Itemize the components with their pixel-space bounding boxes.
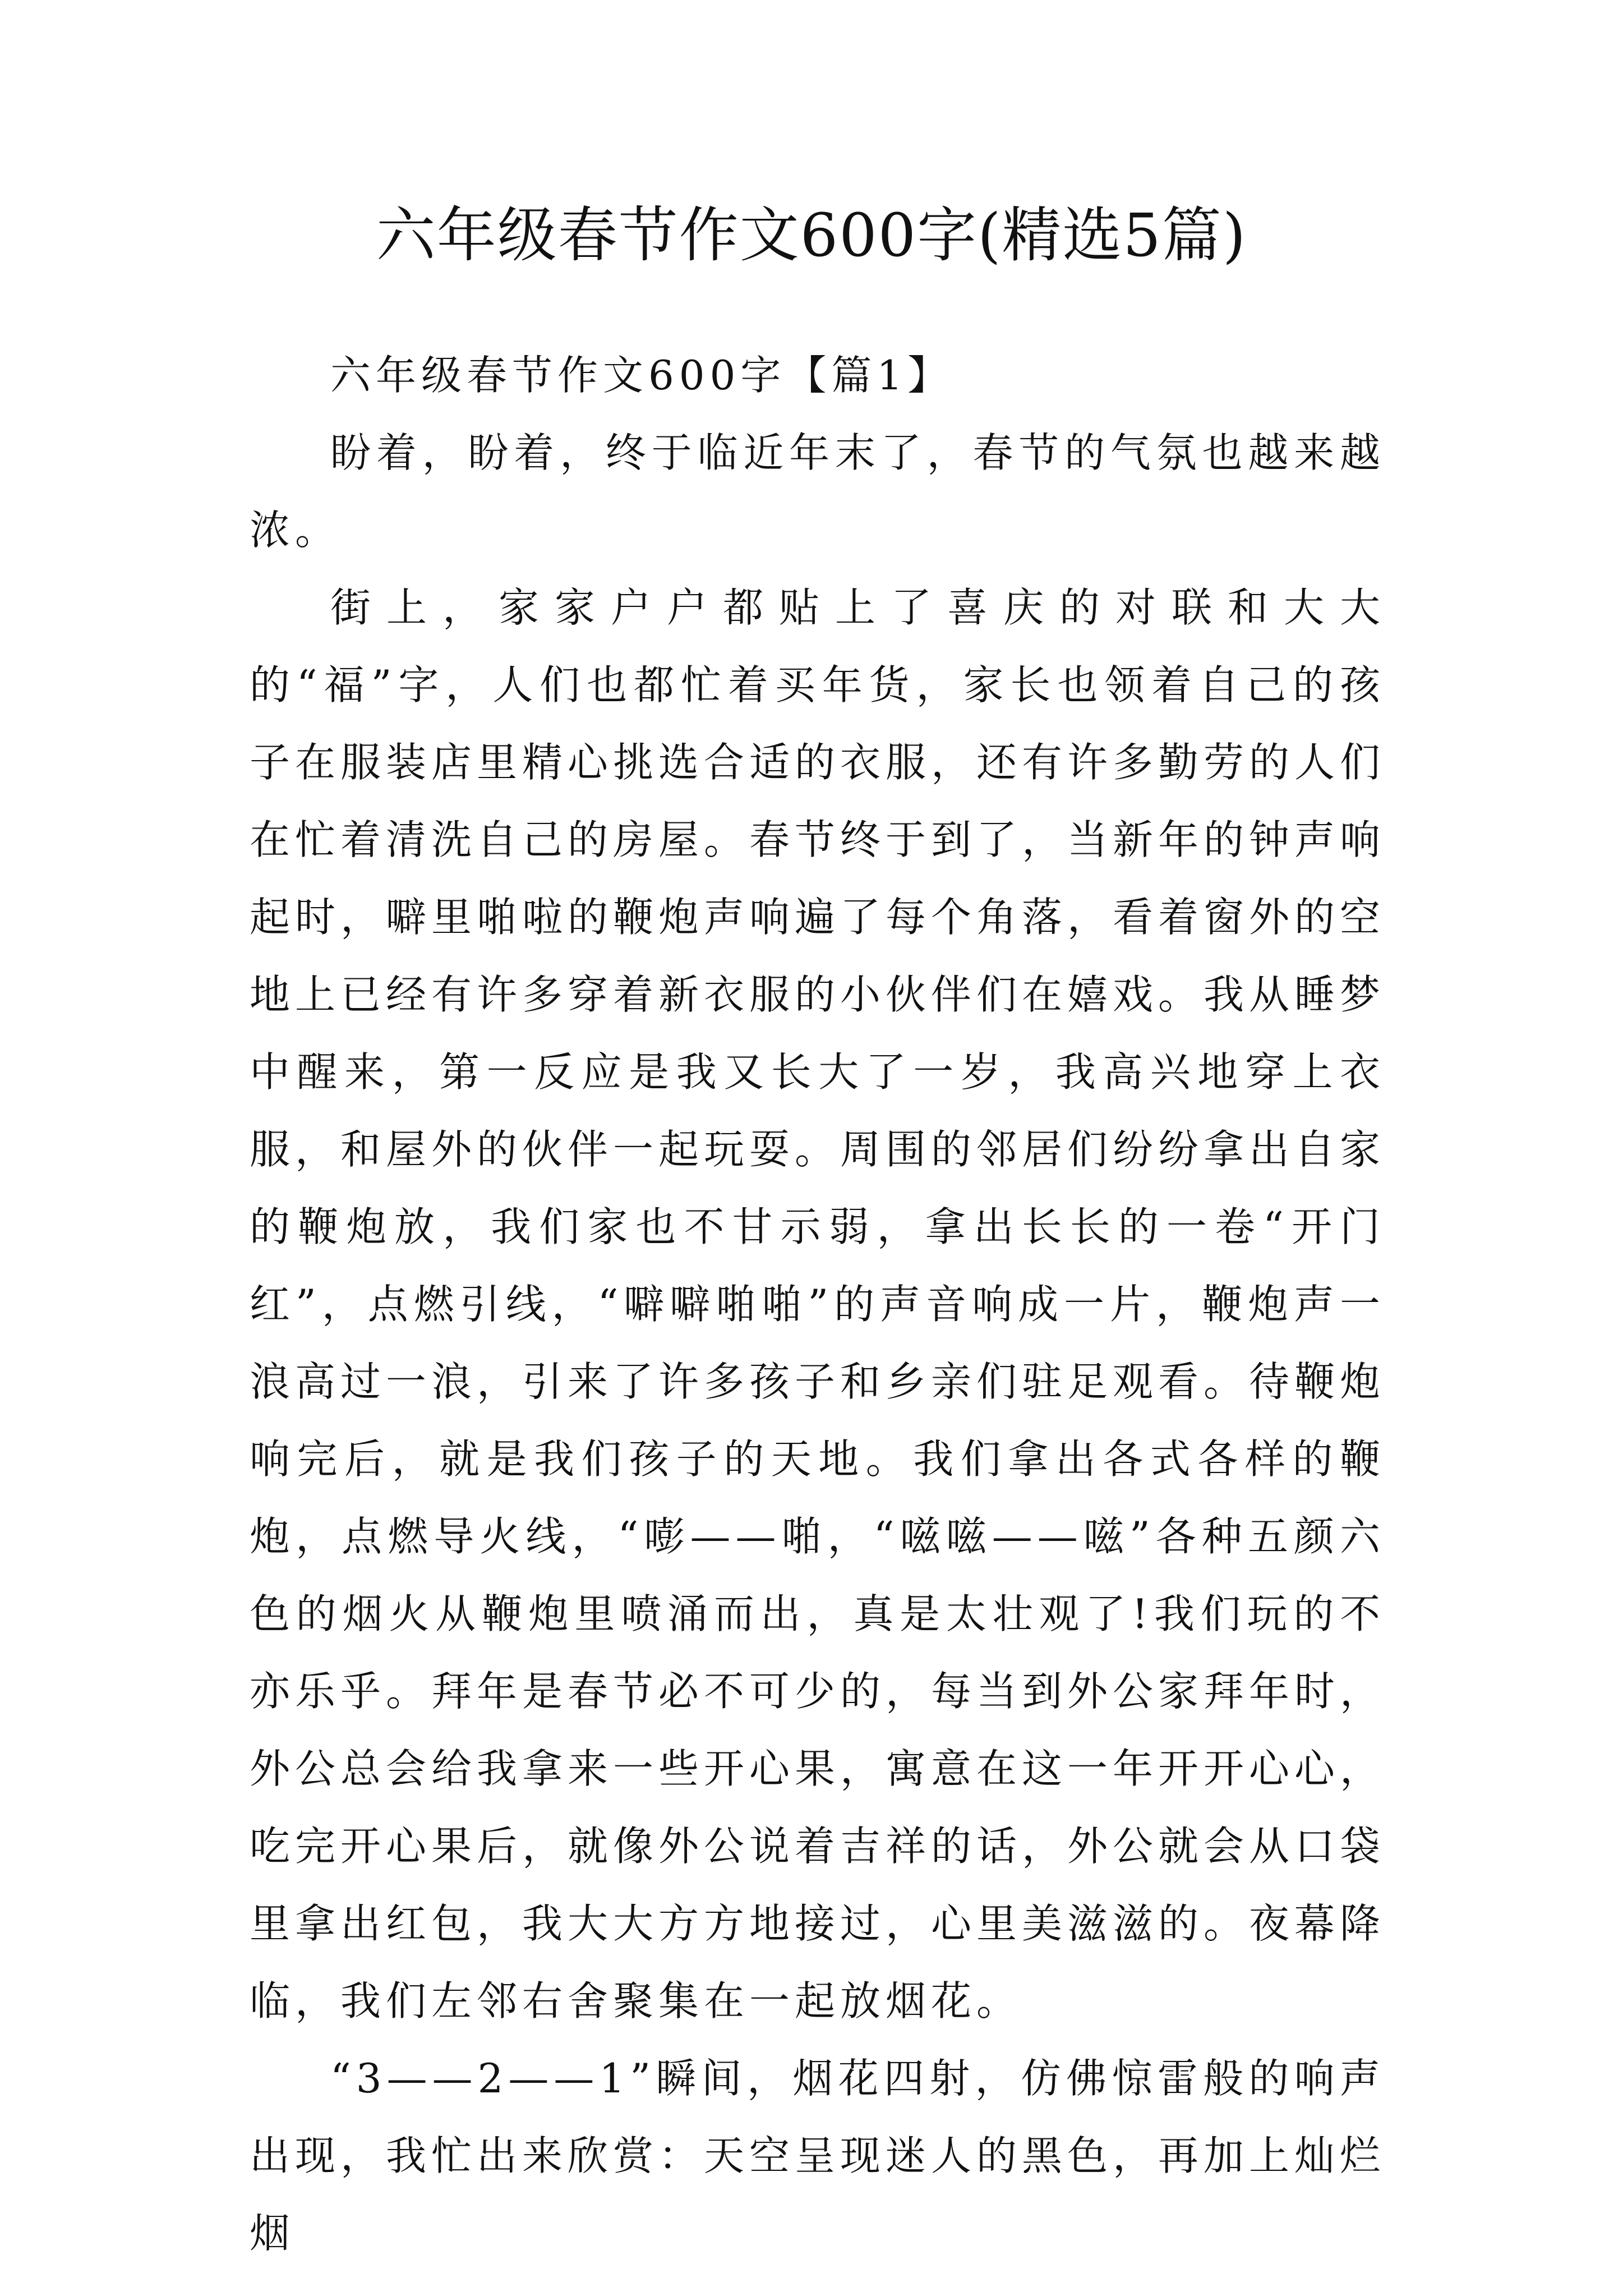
section-heading: 六年级春节作文600字【篇1】 (330, 352, 953, 399)
paragraph-3: “3——2——1”瞬间，烟花四射，仿佛惊雷般的响声出现，我忙出来欣赏：天空呈现迷人的黑色，再加上灿烂烟 (250, 2055, 1386, 2257)
document-body (250, 337, 1385, 2272)
paragraph-2: 街上，家家户户都贴上了喜庆的对联和大大的“福”字，人们也都忙着买年货，家长也领着自己的孩子在服装店里精心挑选合适的衣服，还有许多勤劳的人们在忙着清洗自己的房屋。春节终于到了，当新年的钟声响起时，噼里啪啦的鞭炮声响遍了每个角落，看着窗外的空地上已经有许多穿着新衣服的小伙伴们在嬉戏。我从睡梦中醒来，第一反应是我又长大了一岁，我高兴地穿上衣服，和屋外的伙伴一起玩耍。周围的邻居们纷纷拿出自家的鞭炮放，我们家也不甘示弱，拿出长长的一卷“开门红”，点燃引线，“噼噼啪啪”的声音响成一片，鞭炮声一浪高过一浪，引来了许多孩子和乡亲们驻足观看。待鞭炮响完后，就是我们孩子的天地。我们拿出各式各样的鞭炮，点燃导火线，“嘭——啪，“嗞嗞——嗞”各种五颜六色的烟火从鞭炮里喷涌而出，真是太壮观了!我们玩的不亦乐乎。拜年是春节必不可少的，每当到外公家拜年时，外公总会给我拿来一些开心果，寓意在这一年开开心心，吃完开心果后，就像外公说着吉祥的话，外公就会从口袋里拿出红包，我大大方方地接过，心里美滋滋的。夜幕降临，我们左邻右舍聚集在一起放烟花。 (250, 584, 1386, 2024)
paragraph-1: 盼着，盼着，终于临近年末了，春节的气氛也越来越浓。 (250, 429, 1385, 554)
page-title: 六年级春节作文600字(精选5篇) (376, 201, 1247, 270)
